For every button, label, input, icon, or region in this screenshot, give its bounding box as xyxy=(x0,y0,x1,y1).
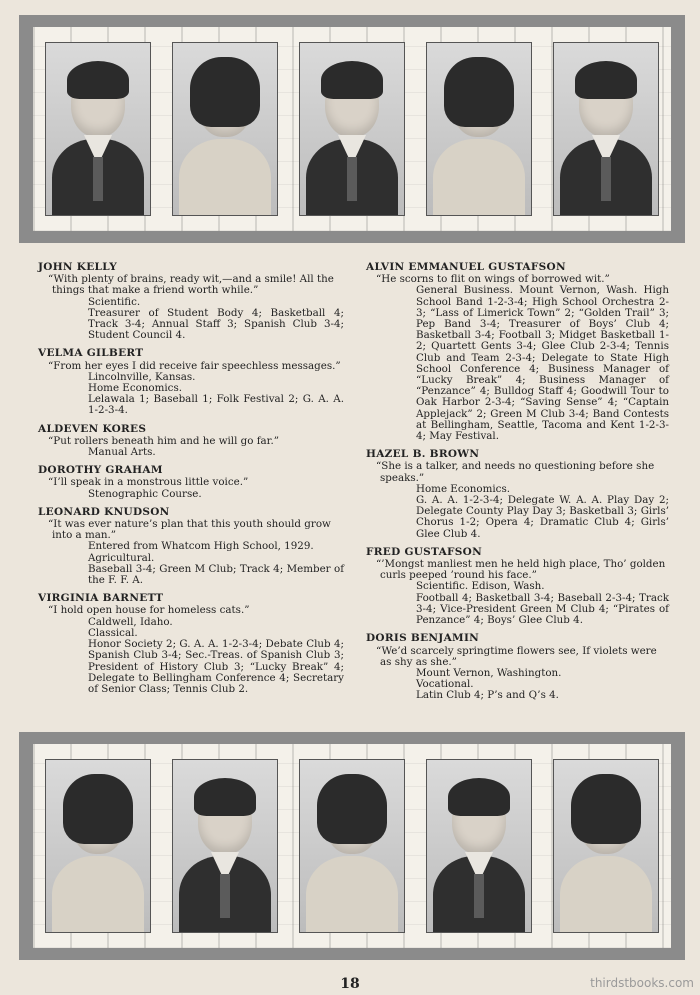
student-detail: Scientific. xyxy=(88,295,141,308)
student-detail: General Business. Mount Vernon, Wash. High School Band 1-2-3-4; High School Orchestra 2-3; “Lass of Limerick Town” 2; “Golden Trail” 3; Pep Band 3-4; Treasurer of Boys’ Club 4; Basketball 3-4; Football 3; Midget Basketball 1-2; Quartett Gents 3-4; Glee Club 2-3-4; Tennis Club and Team 2-3-4; Delegate to State High School Conference 4; Business Manager of “Lucky Break” 4; Business Manager of “Penzance” 4; Bulldog Staff 4; Goodwill Tour to Oak Harbor 2-3-4; “Saving Sense” 4; “Captain Applejack” 2; Green M Club 3-4; Band Contests at Bellingham, Seattle, Tacoma and Kent 1-2-3-4; May Festival. xyxy=(416,284,669,443)
student-entry xyxy=(38,593,344,695)
portrait-photo xyxy=(172,759,278,933)
portrait-photo xyxy=(426,759,532,933)
student-detail: Honor Society 2; G. A. A. 1-2-3-4; Debate Club 4; Spanish Club 3-4; Sec.-Treas. of Spanish Club 3; President of History Club 3; “Lucky Break” 4; Delegate to Bellingham Conference 4; Secretary of Senior Class; Tennis Club 2. xyxy=(88,638,344,695)
right-column xyxy=(366,262,669,709)
photo-frame xyxy=(33,27,671,231)
portrait-photo xyxy=(45,759,151,933)
student-quote: “She is a talker, and needs no questioning before she speaks.” xyxy=(376,460,655,484)
student-quote: “With plenty of brains, ready wit,—and a smile! All the things that make a friend worth while.” xyxy=(48,273,334,297)
student-quote: “He scorns to flit on wings of borrowed wit.” xyxy=(376,273,610,286)
portrait-photo xyxy=(426,42,532,216)
student-name: VELMA GILBERT xyxy=(38,347,144,360)
left-column xyxy=(38,262,344,702)
student-detail: Classical. xyxy=(88,626,138,639)
student-quote: “’Mongst manliest men he held high place, Tho’ golden curls peeped ’round his face.” xyxy=(376,558,666,582)
student-name: HAZEL B. BROWN xyxy=(366,448,480,461)
student-name: JOHN KELLY xyxy=(38,261,118,273)
student-entry xyxy=(38,262,344,341)
student-entry xyxy=(38,348,344,416)
portrait-photo xyxy=(553,759,659,933)
student-quote: “I hold open house for homeless cats.” xyxy=(48,604,250,617)
student-detail: Manual Arts. xyxy=(88,446,156,459)
student-name: ALDEVEN KORES xyxy=(38,422,147,435)
portrait-photo xyxy=(299,759,405,933)
student-detail: G. A. A. 1-2-3-4; Delegate W. A. A. Play Day 2; Delegate County Play Day 3; Basketball 3; Girls’ Chorus 1-2; Opera 4; Dramatic Club 4; Girls’ Glee Club 4. xyxy=(416,494,669,540)
student-detail: Football 4; Basketball 3-4; Baseball 2-3-4; Track 3-4; Vice-President Green M Club 4; “Pirates of Penzance” 4; Boys’ Glee Club 4. xyxy=(416,591,669,627)
student-detail: Home Economics. xyxy=(88,382,183,395)
student-entry xyxy=(366,547,669,626)
student-name: ALVIN EMMANUEL GUSTAFSON xyxy=(366,261,566,273)
student-detail: Baseball 3-4; Green M Club; Track 4; Member of the F. F. A. xyxy=(88,562,344,587)
student-detail: Latin Club 4; P’s and Q’s 4. xyxy=(416,689,559,702)
student-quote: “I’ll speak in a monstrous little voice.” xyxy=(48,476,249,489)
portrait-photo xyxy=(172,42,278,216)
student-detail: Home Economics. xyxy=(416,482,511,495)
student-name: DORIS BENJAMIN xyxy=(366,632,480,645)
student-entry xyxy=(38,424,344,459)
top-photo-strip xyxy=(19,15,685,243)
portrait-photo xyxy=(553,42,659,216)
student-entry xyxy=(38,507,344,586)
student-quote: “We’d scarcely springtime flowers see, If violets were as shy as she.” xyxy=(376,644,657,668)
student-entry xyxy=(366,262,669,442)
student-detail: Vocational. xyxy=(416,678,474,691)
student-entry xyxy=(366,633,669,701)
portrait-photo xyxy=(299,42,405,216)
student-detail: Agricultural. xyxy=(88,551,155,564)
watermark: thirdstbooks.com xyxy=(590,976,694,990)
student-detail: Treasurer of Student Body 4; Basketball 4; Track 3-4; Annual Staff 3; Spanish Club 3-4; Student Council 4. xyxy=(88,306,344,342)
student-name: LEONARD KNUDSON xyxy=(38,505,170,518)
student-name: VIRGINIA BARNETT xyxy=(38,592,164,605)
student-entry xyxy=(366,449,669,540)
student-quote: “From her eyes I did receive fair speechless messages.” xyxy=(48,359,341,372)
student-detail: Caldwell, Idaho. xyxy=(88,615,173,628)
student-entry xyxy=(38,465,344,500)
bottom-photo-strip xyxy=(19,732,685,960)
portrait-photo xyxy=(45,42,151,216)
student-detail: Stenographic Course. xyxy=(88,487,202,500)
photo-frame xyxy=(33,744,671,948)
student-detail: Entered from Whatcom High School, 1929. xyxy=(88,540,314,553)
page-number: 18 xyxy=(340,976,360,992)
student-detail: Scientific. Edison, Wash. xyxy=(416,580,545,593)
student-detail: Lelawala 1; Baseball 1; Folk Festival 2; G. A. A. 1-2-3-4. xyxy=(88,393,344,417)
student-quote: “It was ever nature’s plan that this youth should grow into a man.” xyxy=(48,518,331,542)
student-name: FRED GUSTAFSON xyxy=(366,545,483,558)
student-detail: Lincolnville, Kansas. xyxy=(88,370,196,383)
student-name: DOROTHY GRAHAM xyxy=(38,464,163,477)
student-detail: Mount Vernon, Washington. xyxy=(416,666,562,679)
student-quote: “Put rollers beneath him and he will go far.” xyxy=(48,434,280,447)
